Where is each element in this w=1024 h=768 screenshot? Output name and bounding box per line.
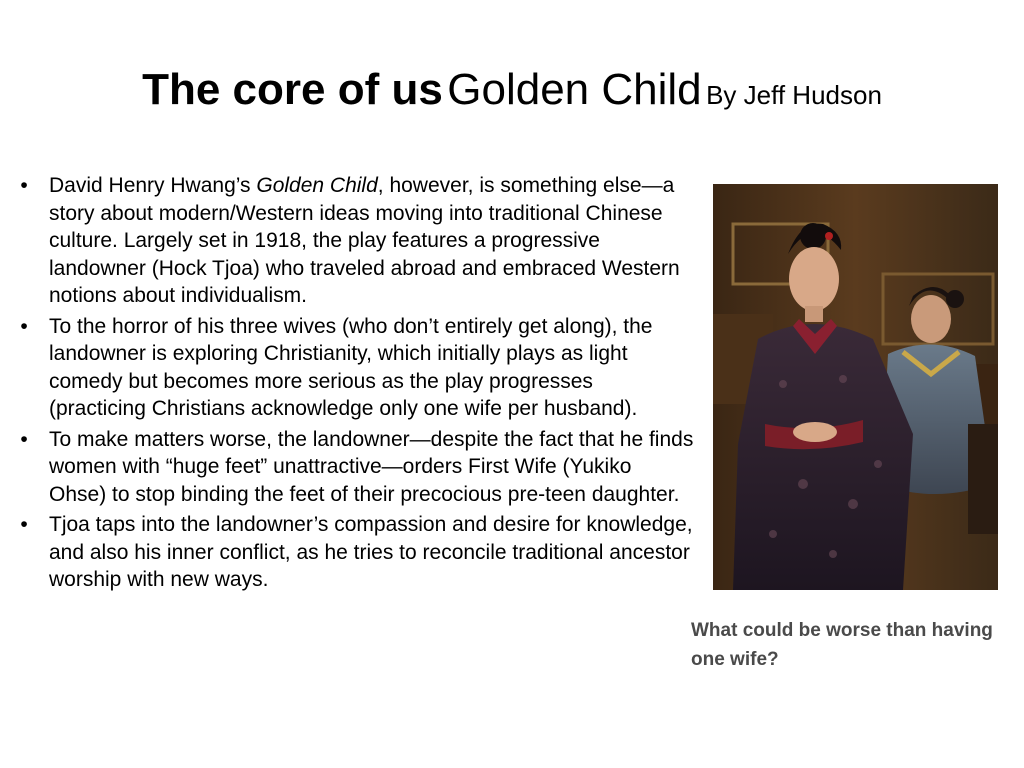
bullet-text: Tjoa taps into the landowner’s compassion and desire for knowledge, and also his inner conflict, as he tries to reconcile traditional ancestor worship with new ways. xyxy=(49,513,693,591)
bullet-list xyxy=(14,172,694,597)
bullet-text-lead: David Henry Hwang’s xyxy=(49,174,257,197)
bullet-item xyxy=(14,511,694,594)
bullet-text: To make matters worse, the landowner—despite the fact that he finds women with “huge feet” unattractive—orders First Wife (Yukiko Ohse) to stop binding the feet of their precocious pre-teen daughter. xyxy=(49,427,694,506)
title-byline: By Jeff Hudson xyxy=(706,80,882,110)
bullet-marker: • xyxy=(20,513,28,536)
bullet-item xyxy=(14,172,694,310)
bullet-marker: • xyxy=(20,174,28,197)
play-title-italic: Golden Child xyxy=(256,174,378,197)
bullet-text-rest: , however, is something else—a story about modern/Western ideas moving into traditional Chinese culture. Largely set in 1918, the play features a progressive landowner (Hock Tjoa) who traveled abroad and embraced Western notions about individualism. xyxy=(49,174,680,307)
slide-title xyxy=(0,66,1024,114)
photo-caption: What could be worse than having one wife? xyxy=(691,620,993,670)
bullet-marker: • xyxy=(20,427,28,451)
title-main-part: Golden Child xyxy=(447,65,702,114)
stage-photo xyxy=(713,184,998,590)
bullet-text: To the horror of his three wives (who don’t entirely get along), the landowner is exploring Christianity, which initially plays as light comedy but becomes more serious as the play progresses (practicing Christians acknowledge only one wife per husband). xyxy=(49,314,653,420)
bullet-marker: • xyxy=(20,314,28,338)
title-bold-part: The core of us xyxy=(142,65,443,114)
bullet-item xyxy=(14,313,694,423)
bullet-item xyxy=(14,426,694,509)
